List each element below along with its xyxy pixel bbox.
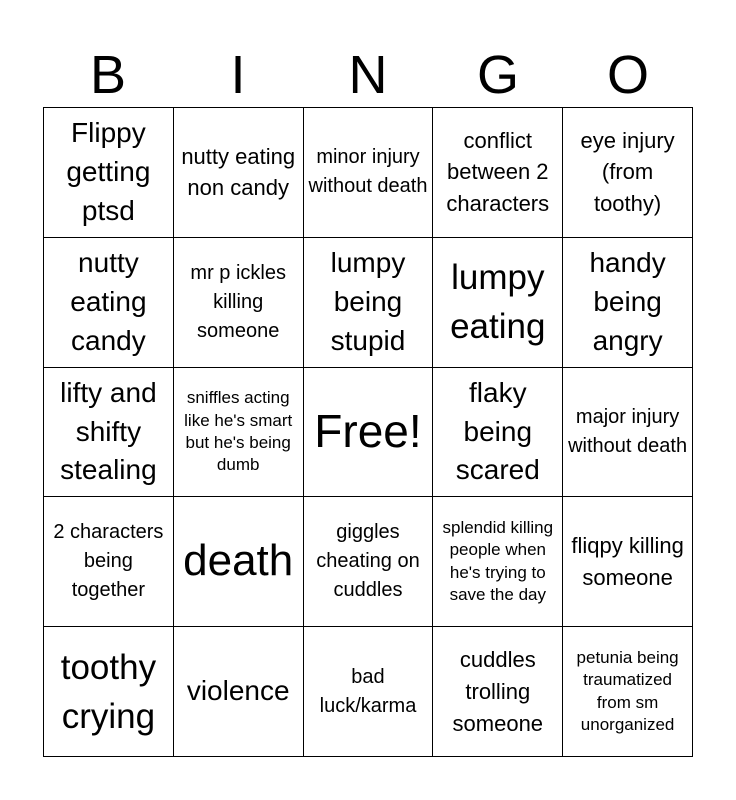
bingo-cell[interactable]: nutty eating non candy	[174, 108, 304, 238]
bingo-cell[interactable]: sniffles acting like he's smart but he's being dumb	[174, 368, 304, 498]
bingo-header	[43, 44, 693, 106]
bingo-cell[interactable]: giggles cheating on cuddles	[304, 497, 434, 627]
bingo-cell[interactable]: bad luck/karma	[304, 627, 434, 757]
bingo-cell[interactable]: petunia being traumatized from sm unorganized	[563, 627, 693, 757]
bingo-cell[interactable]: mr p ickles killing someone	[174, 238, 304, 368]
free-space-cell[interactable]: Free!	[304, 368, 434, 498]
header-letter-i: I	[230, 45, 246, 105]
bingo-cell[interactable]: minor injury without death	[304, 108, 434, 238]
bingo-cell[interactable]: 2 characters being together	[44, 497, 174, 627]
bingo-cell[interactable]: eye injury (from toothy)	[563, 108, 693, 238]
bingo-cell[interactable]: fliqpy killing someone	[563, 497, 693, 627]
bingo-cell[interactable]: splendid killing people when he's trying to save the day	[433, 497, 563, 627]
bingo-cell[interactable]: toothy crying	[44, 627, 174, 757]
bingo-board	[43, 107, 693, 757]
bingo-cell[interactable]: lumpy eating	[433, 238, 563, 368]
bingo-cell[interactable]: flaky being scared	[433, 368, 563, 498]
bingo-cell[interactable]: nutty eating candy	[44, 238, 174, 368]
bingo-cell[interactable]: cuddles trolling someone	[433, 627, 563, 757]
bingo-cell[interactable]: lifty and shifty stealing	[44, 368, 174, 498]
header-letter-o: O	[606, 45, 649, 105]
bingo-cell[interactable]: major injury without death	[563, 368, 693, 498]
bingo-cell[interactable]: handy being angry	[563, 238, 693, 368]
header-letter-b: B	[89, 45, 127, 105]
bingo-cell[interactable]: violence	[174, 627, 304, 757]
bingo-cell[interactable]: death	[174, 497, 304, 627]
bingo-cell[interactable]: Flippy getting ptsd	[44, 108, 174, 238]
header-letter-g: G	[476, 45, 519, 105]
bingo-cell[interactable]: lumpy being stupid	[304, 238, 434, 368]
header-letter-n: N	[348, 45, 388, 105]
bingo-cell[interactable]: conflict between 2 characters	[433, 108, 563, 238]
